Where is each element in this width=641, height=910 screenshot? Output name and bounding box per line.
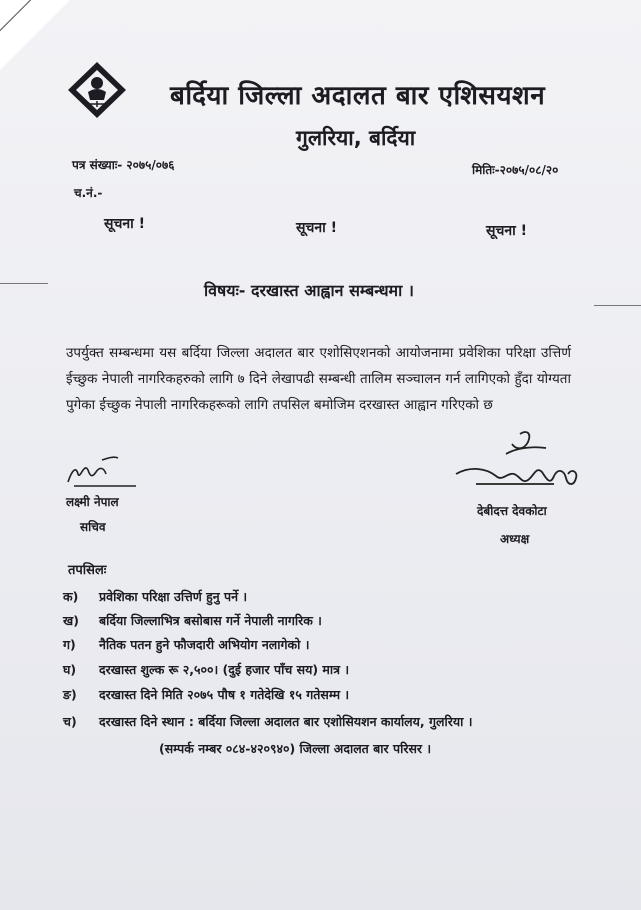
detail-item-label: ग) [63,637,76,652]
detail-item [63,588,247,605]
folded-corner [0,0,70,70]
detail-item [63,713,472,730]
detail-item-text: बर्दिया जिल्लाभित्र बसोबास गर्ने नेपाली नागरिक । [99,613,322,628]
secretary-title: सचिव [80,520,106,534]
detail-item [63,686,349,703]
notice-heading-3: सूचना ! [486,223,528,239]
subject-line: विषयः- दरखास्त आह्वान सम्बन्धमा । [204,281,414,300]
chairperson-name: देबीदत्त देवकोटा [477,504,547,518]
detail-item-text: दरखास्त दिने स्थान : बर्दिया जिल्ला अदालत बार एशोसियशन कार्यालय, गुलरिया । [99,714,473,729]
body-paragraph: उपर्युक्त सम्बन्धमा यस बर्दिया जिल्ला अदालत बार एशोसिएशनको आयोजनामा प्रवेशिका परिक्षा उत्तिर्ण ईच्छुक नेपाली नागरिकहरुको लागि ७ दिने लेखापढी सम्बन्धी तालिम सञ्चालन गर्न लागिएको हुँदा योग्यता पुगेका ईच्छुक नेपाली नागरिकहरूको लागि तपसिल बमोजिम दरखास्त आह्वान गरिएको छ [66,345,571,413]
detail-item-text: दरखास्त दिने मिति २०७५ पौष १ गतेदेखि १५ गतेसम्म । [99,687,350,702]
chairperson-signature [436,428,582,500]
detail-item-label: घ) [63,662,77,677]
detail-item-label: च) [63,714,77,729]
detail-item [63,661,349,678]
detail-item [63,636,310,653]
detail-item [63,612,322,629]
detail-item-label: क) [63,589,79,604]
scan-edge-mark [0,283,48,284]
detail-item-text: प्रवेशिका परिक्षा उत्तिर्ण हुनु पर्ने । [99,589,248,604]
secretary-name: लक्ष्मी नेपाल [66,495,119,509]
detail-item-text: नैतिक पतन हुने फौजदारी अभियोग नलागेको । [99,637,310,652]
secretary-signature [62,452,142,490]
organization-location: गुलरिया, बर्दिया [296,126,416,150]
notice-heading-2: सूचना ! [296,220,338,236]
chairperson-title: अध्यक्ष [500,532,530,546]
detail-item-label: ख) [63,613,79,628]
detail-item-text: दरखास्त शुल्क रू २,५००। (दुई हजार पाँच सय) मात्र । [99,662,350,677]
scan-edge-mark [594,305,641,306]
organization-title: बर्दिया जिल्ला अदालत बार एशिसयशन [170,81,546,111]
detail-item-label: ङ) [63,687,77,702]
notice-heading-1: सूचना ! [104,216,146,232]
letter-number: पत्र संख्याः- २०७५/०७६ [72,158,175,172]
contact-line: (सम्पर्क नम्बर ०८४-४२०९४०) जिल्ला अदालत बार परिसर । [159,741,432,756]
details-heading: तपसिलः [68,563,107,578]
letter-date: मितिः-२०७५/०८/२० [472,163,559,177]
dispatch-number: च.नं.- [74,186,103,200]
bar-association-logo-icon [66,60,128,120]
